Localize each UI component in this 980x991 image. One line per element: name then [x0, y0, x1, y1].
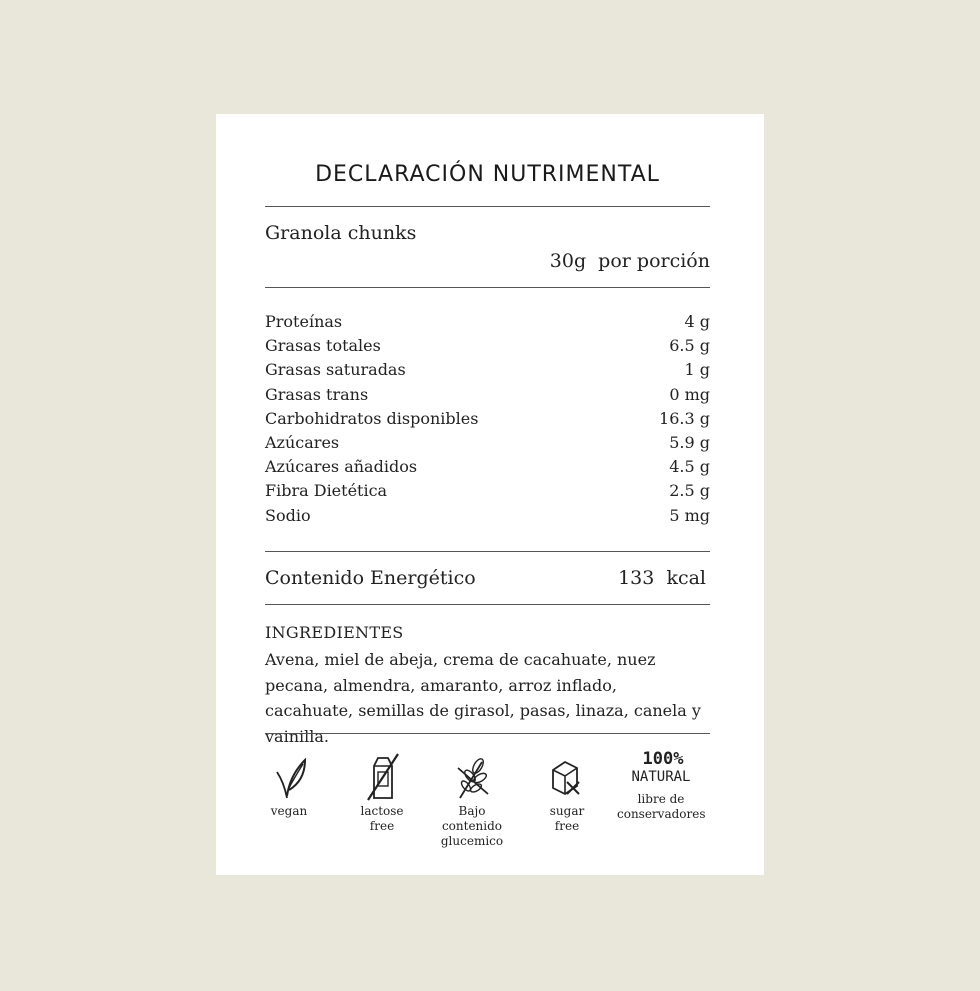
nutrient-value: 1 g — [684, 360, 710, 380]
nutrient-row — [265, 455, 710, 479]
nutrient-name: Proteínas — [265, 312, 343, 331]
nutrient-value: 16.3 g — [659, 408, 710, 428]
nutrient-name: Sodio — [265, 505, 311, 525]
nutrient-row — [265, 310, 710, 334]
divider — [265, 733, 710, 734]
badge-low-glycemic — [437, 748, 507, 849]
milk-carton-crossed-icon — [358, 748, 406, 804]
nutrient-row — [265, 383, 710, 407]
leaf-icon — [265, 748, 313, 804]
nutrient-row — [265, 407, 710, 431]
energy-row — [265, 567, 710, 589]
badge-sugar-free — [543, 748, 591, 834]
nutrient-value: 6.5 g — [669, 336, 710, 356]
energy-label: Contenido Energético — [265, 567, 476, 589]
nutrient-value: 2.5 g — [669, 481, 710, 501]
serving-size: 30g por porción — [549, 250, 710, 272]
divider — [265, 206, 710, 207]
product-name: Granola chunks — [265, 222, 417, 244]
nutrient-row — [265, 504, 710, 528]
nutrient-name: Grasas trans — [265, 384, 369, 404]
nutrient-name: Azúcares — [265, 432, 340, 452]
nutrient-name: Carbohidratos disponibles — [265, 408, 479, 428]
badge-lactose-free — [347, 748, 417, 834]
nutrient-row — [265, 431, 710, 455]
nutrient-row — [265, 358, 710, 382]
nutrient-name: Azúcares añadidos — [265, 457, 418, 477]
nutrient-row — [265, 334, 710, 358]
nutrient-name: Grasas saturadas — [265, 360, 406, 380]
nutrient-name: Fibra Dietética — [265, 481, 388, 501]
nutrient-value: 0 mg — [669, 384, 710, 404]
nutrient-value: 4.5 g — [669, 457, 710, 477]
sugar-cube-crossed-icon — [543, 748, 591, 804]
badge-label: sugar free — [549, 804, 585, 833]
nutrient-value: 5.9 g — [669, 432, 710, 452]
badge-preservative-free — [617, 746, 705, 822]
nutrient-row — [265, 479, 710, 503]
ingredients-title: INGREDIENTES — [265, 623, 404, 642]
nutrient-name: Grasas totales — [265, 336, 381, 356]
nutrition-card — [216, 114, 764, 875]
badge-label: vegan — [270, 804, 308, 818]
badge-label: Bajo contenido glucemico — [440, 804, 504, 848]
divider — [265, 604, 710, 605]
ingredients-text: Avena, miel de abeja, crema de cacahuate, nuez pecana, almendra, amaranto, arroz inflado, cacahuate, semillas de girasol, pasas, linaza, canela y vainilla. — [265, 650, 701, 746]
nutrient-value: 5 mg — [669, 505, 710, 525]
wheat-crossed-icon — [448, 748, 496, 804]
nutrient-table — [265, 310, 710, 528]
divider — [265, 551, 710, 552]
stamp-natural: NATURAL — [631, 769, 691, 785]
nutrient-value: 4 g — [684, 312, 710, 331]
stamp-percent: 100% — [642, 749, 684, 769]
badge-vegan — [265, 748, 313, 819]
badge-row — [265, 744, 710, 854]
page-title: DECLARACIÓN NUTRIMENTAL — [315, 162, 660, 187]
energy-value: 133 kcal — [618, 567, 706, 589]
badge-label: libre de conservadores — [617, 792, 706, 821]
divider — [265, 287, 710, 288]
natural-stamp-icon — [617, 746, 705, 788]
badge-label: lactose free — [360, 804, 404, 833]
